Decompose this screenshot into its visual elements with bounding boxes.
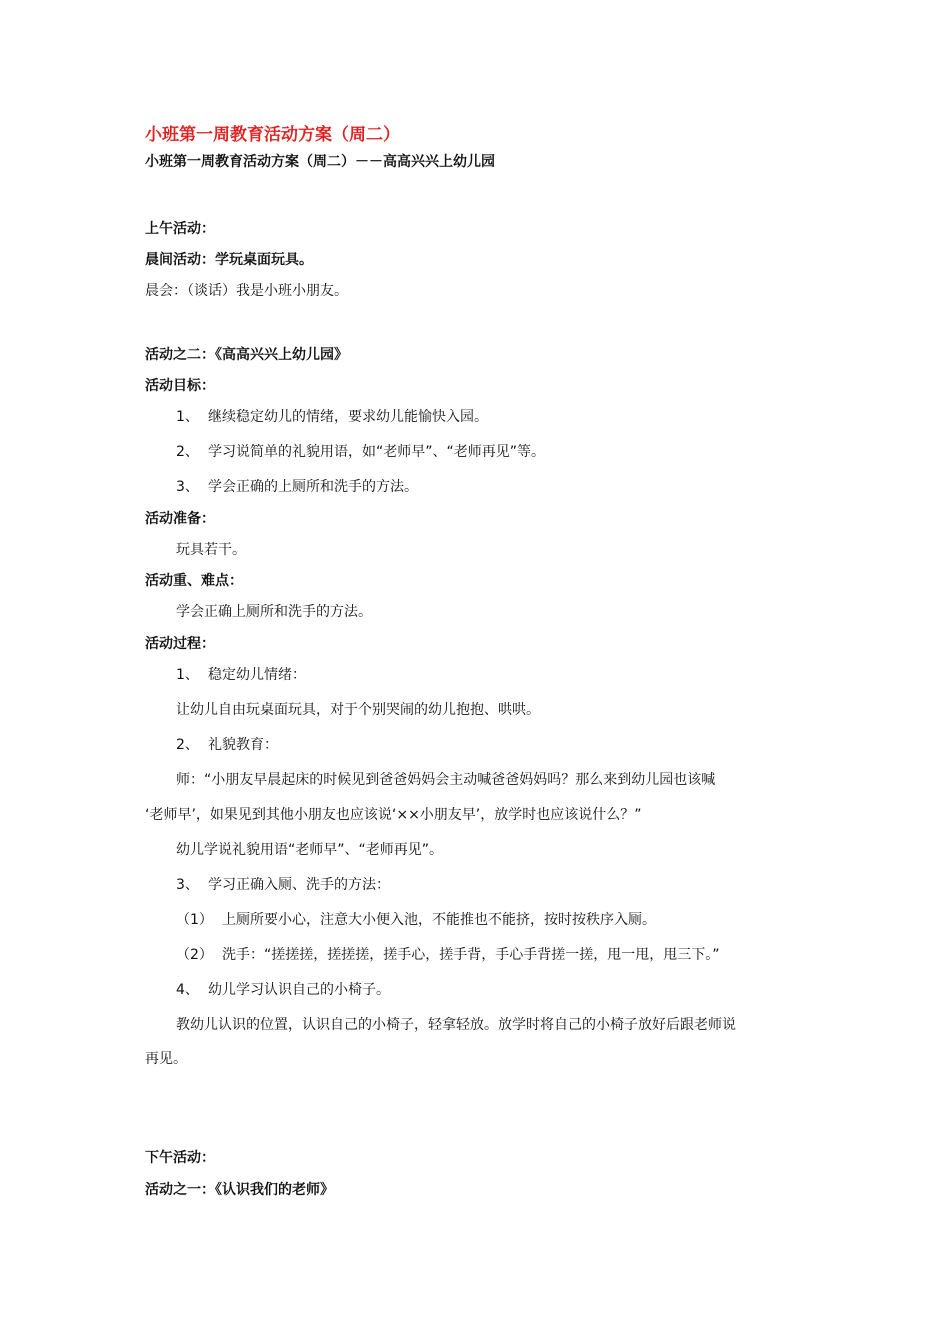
sub-step-number: （2） <box>176 947 213 963</box>
goal-item <box>176 477 418 497</box>
process-step <box>176 665 306 685</box>
step-text: 学习正确入厕、洗手的方法： <box>208 877 390 893</box>
step-number: 1、 <box>176 667 199 683</box>
afternoon-activity: 活动之一：《认识我们的老师》 <box>145 1182 334 1198</box>
morning-meeting: 晨会：（谈话）我是小班小朋友。 <box>145 283 348 299</box>
step2-line: 幼儿学说礼貌用语“老师早”、“老师再见”。 <box>176 842 444 858</box>
sub-step-text: 上厕所要小心，注意大小便入池，不能推也不能挤，按时按秩序入厕。 <box>222 912 656 928</box>
step2-line: ‘老师早’，如果见到其他小朋友也应该说‘××小朋友早’，放学时也应该说什么？” <box>145 807 642 823</box>
process-step <box>176 735 278 755</box>
afternoon-heading: 下午活动： <box>145 1150 215 1166</box>
process-heading: 活动过程： <box>145 636 215 652</box>
goal-number: 3、 <box>176 479 199 495</box>
document-title: 小班第一周教育活动方案（周二） <box>145 125 400 145</box>
sub-step <box>176 945 720 965</box>
activity2-heading: 活动之二：《高高兴兴上幼儿园》 <box>145 347 348 363</box>
sub-step <box>176 910 656 930</box>
morning-heading: 上午活动： <box>145 221 215 237</box>
goal-text: 继续稳定幼儿的情绪，要求幼儿能愉快入园。 <box>208 409 488 425</box>
sub-step-number: （1） <box>176 912 213 928</box>
step-text: 礼貌教育： <box>208 737 278 753</box>
sub-step-text: 洗手：“搓搓搓，搓搓搓，搓手心，搓手背，手心手背搓一搓，甩一甩，甩三下。” <box>222 947 720 963</box>
prep-heading: 活动准备： <box>145 511 215 527</box>
morning-activity: 晨间活动：学玩桌面玩具。 <box>145 252 313 268</box>
key-text: 学会正确上厕所和洗手的方法。 <box>176 604 372 620</box>
step-text: 稳定幼儿情绪： <box>208 667 306 683</box>
key-heading: 活动重、难点： <box>145 573 243 589</box>
step4-line: 教幼儿认识的位置，认识自己的小椅子，轻拿轻放。放学时将自己的小椅子放好后跟老师说 <box>176 1017 736 1033</box>
process-step <box>176 875 390 895</box>
goal-number: 2、 <box>176 444 199 460</box>
step2-line: 师：“小朋友早晨起床的时候见到爸爸妈妈会主动喊爸爸妈妈吗？那么来到幼儿园也该喊 <box>176 772 716 788</box>
goal-item <box>176 407 488 427</box>
process-step <box>176 980 390 1000</box>
goal-text: 学会正确的上厕所和洗手的方法。 <box>208 479 418 495</box>
goals-heading: 活动目标： <box>145 378 215 394</box>
step-number: 2、 <box>176 737 199 753</box>
step4-line: 再见。 <box>145 1051 187 1067</box>
goal-item <box>176 442 545 462</box>
step-text: 幼儿学习认识自己的小椅子。 <box>208 982 390 998</box>
goal-number: 1、 <box>176 409 199 425</box>
goal-text: 学习说简单的礼貌用语，如“老师早”、“老师再见”等。 <box>208 444 546 460</box>
prep-text: 玩具若干。 <box>176 542 246 558</box>
step1-detail: 让幼儿自由玩桌面玩具，对于个别哭闹的幼儿抱抱、哄哄。 <box>176 702 540 718</box>
document-subtitle: 小班第一周教育活动方案（周二）－－高高兴兴上幼儿园 <box>145 154 495 170</box>
step-number: 4、 <box>176 982 199 998</box>
step-number: 3、 <box>176 877 199 893</box>
